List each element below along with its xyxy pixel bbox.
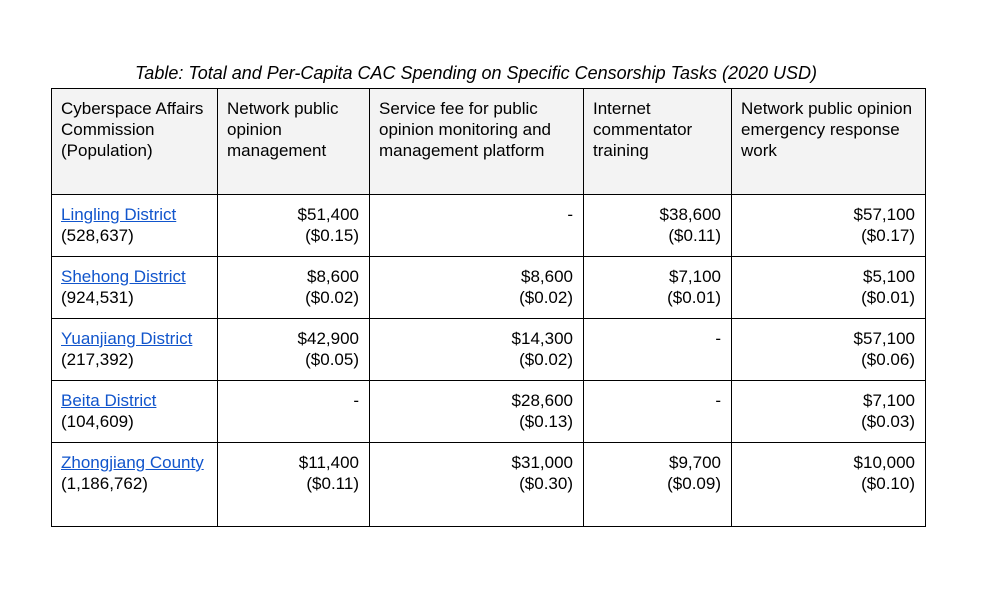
table-row	[52, 381, 926, 443]
value-cell	[218, 195, 370, 257]
value-cell	[584, 257, 732, 319]
total-value: $28,600	[511, 391, 573, 410]
per-capita-value: ($0.03)	[861, 412, 915, 431]
commission-cell	[52, 443, 218, 527]
per-capita-value: ($0.02)	[519, 288, 573, 307]
value-cell	[584, 319, 732, 381]
per-capita-value: ($0.09)	[667, 474, 721, 493]
district-link-zhongjiang[interactable]: Zhongjiang County	[61, 453, 204, 472]
value-cell	[732, 195, 926, 257]
commission-cell	[52, 319, 218, 381]
total-value: -	[353, 391, 359, 410]
total-value: -	[715, 329, 721, 348]
value-cell	[370, 319, 584, 381]
population-value: (104,609)	[61, 412, 134, 431]
total-value: $9,700	[669, 453, 721, 472]
population-value: (1,186,762)	[61, 474, 148, 493]
total-value: $8,600	[521, 267, 573, 286]
value-cell	[732, 381, 926, 443]
total-value: $57,100	[853, 205, 915, 224]
per-capita-value: ($0.17)	[861, 226, 915, 245]
commission-cell	[52, 195, 218, 257]
value-cell	[218, 381, 370, 443]
value-cell	[370, 443, 584, 527]
value-cell	[584, 381, 732, 443]
commission-cell	[52, 257, 218, 319]
total-value: $11,400	[298, 453, 359, 472]
value-cell	[370, 195, 584, 257]
commission-cell	[52, 381, 218, 443]
total-value: -	[715, 391, 721, 410]
value-cell	[218, 319, 370, 381]
per-capita-value: ($0.06)	[861, 350, 915, 369]
value-cell	[584, 195, 732, 257]
header-commentator-training: Internet commentator training	[584, 89, 732, 195]
total-value: $7,100	[669, 267, 721, 286]
total-value: $7,100	[863, 391, 915, 410]
per-capita-value: ($0.30)	[519, 474, 573, 493]
total-value: -	[567, 205, 573, 224]
table-row	[52, 195, 926, 257]
per-capita-value: ($0.15)	[305, 226, 359, 245]
total-value: $51,400	[297, 205, 359, 224]
per-capita-value: ($0.11)	[306, 474, 359, 493]
per-capita-value: ($0.10)	[861, 474, 915, 493]
total-value: $5,100	[863, 267, 915, 286]
total-value: $38,600	[659, 205, 721, 224]
per-capita-value: ($0.01)	[667, 288, 721, 307]
spending-table	[51, 88, 926, 527]
total-value: $14,300	[511, 329, 573, 348]
value-cell	[732, 443, 926, 527]
table-row	[52, 319, 926, 381]
per-capita-value: ($0.05)	[305, 350, 359, 369]
per-capita-value: ($0.11)	[668, 226, 721, 245]
population-value: (528,637)	[61, 226, 134, 245]
district-link-shehong[interactable]: Shehong District	[61, 267, 186, 286]
table-header-row	[52, 89, 926, 195]
value-cell	[218, 443, 370, 527]
per-capita-value: ($0.01)	[861, 288, 915, 307]
table-row	[52, 257, 926, 319]
value-cell	[370, 381, 584, 443]
header-emergency-response: Network public opinion emergency response work	[732, 89, 926, 195]
total-value: $31,000	[511, 453, 573, 472]
table-caption: Table: Total and Per-Capita CAC Spending on Specific Censorship Tasks (2020 USD)	[134, 63, 818, 83]
population-value: (924,531)	[61, 288, 134, 307]
value-cell	[732, 319, 926, 381]
district-link-yuanjiang[interactable]: Yuanjiang District	[61, 329, 193, 348]
table-row	[52, 443, 926, 527]
value-cell	[584, 443, 732, 527]
value-cell	[370, 257, 584, 319]
value-cell	[218, 257, 370, 319]
total-value: $57,100	[853, 329, 915, 348]
total-value: $8,600	[307, 267, 359, 286]
per-capita-value: ($0.13)	[519, 412, 573, 431]
per-capita-value: ($0.02)	[519, 350, 573, 369]
total-value: $10,000	[853, 453, 915, 472]
value-cell	[732, 257, 926, 319]
population-value: (217,392)	[61, 350, 134, 369]
per-capita-value: ($0.02)	[305, 288, 359, 307]
total-value: $42,900	[297, 329, 359, 348]
header-commission: Cyberspace Affairs Commission (Population)	[52, 89, 218, 195]
district-link-lingling[interactable]: Lingling District	[61, 205, 177, 224]
header-opinion-management: Network public opinion management	[218, 89, 370, 195]
header-monitoring-platform-fee: Service fee for public opinion monitoring and management platform	[370, 89, 584, 195]
district-link-beita[interactable]: Beita District	[61, 391, 157, 410]
